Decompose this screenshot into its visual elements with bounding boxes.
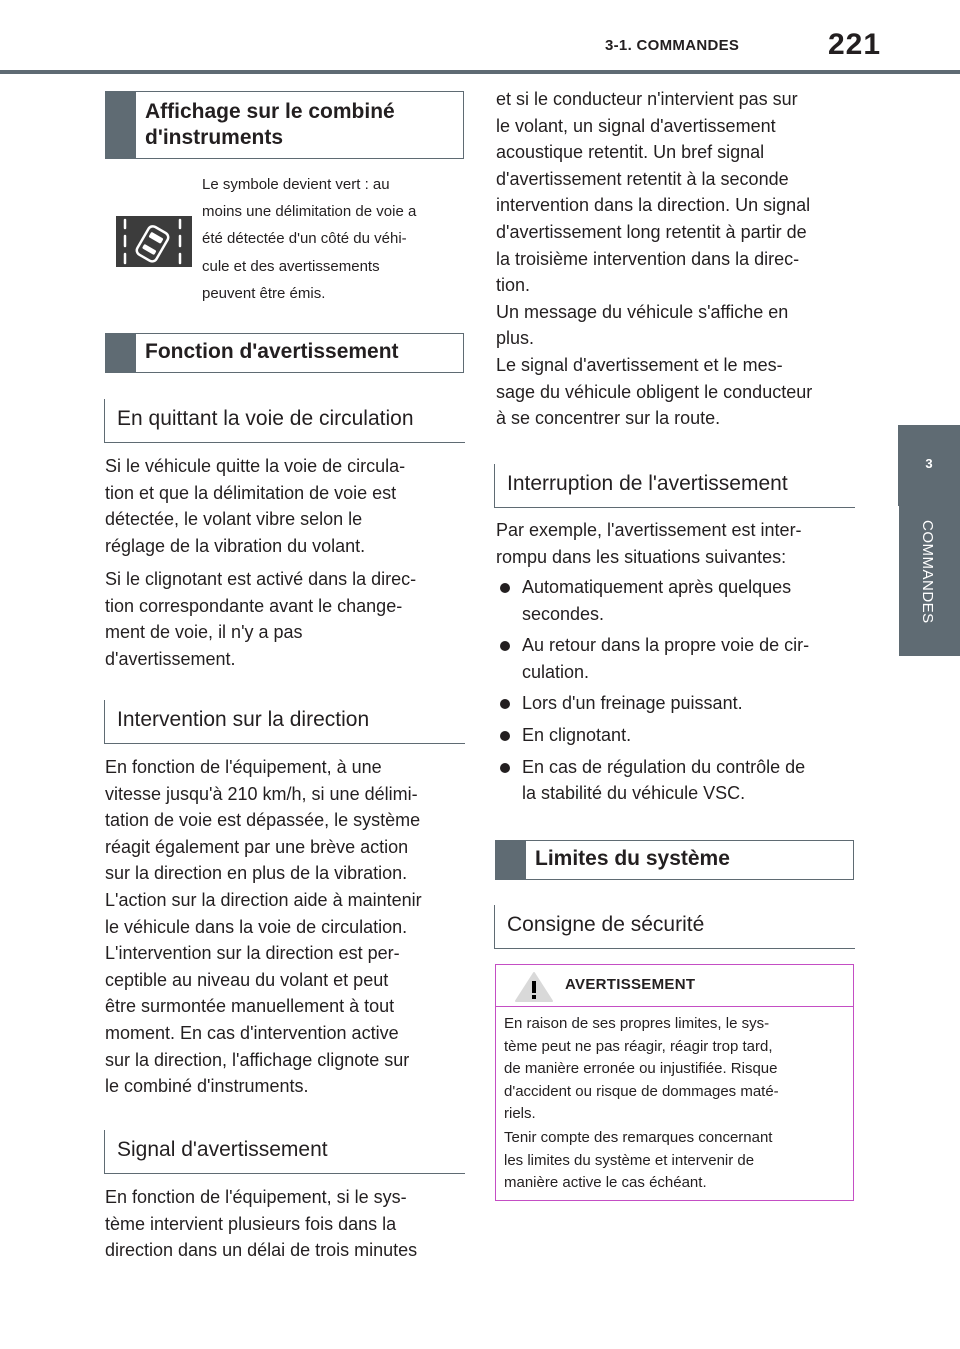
warning-paragraph-1: En raison de ses propres limites, le sys- tème peut ne pas réagir, réagir trop tard, de manière erronée ou injustifiée. Risque d'accident ou risque de dommages maté- riels.: [504, 1015, 779, 1122]
list-item: En clignotant.: [496, 722, 809, 749]
list-item: Au retour dans la propre voie de cir- culation.: [496, 632, 809, 685]
subheading-signal: Signal d'avertissement: [104, 1130, 465, 1174]
subheading-interruption: Interruption de l'avertissement: [494, 464, 855, 508]
chapter-label-tab[interactable]: [899, 506, 960, 656]
subheading-leaving-lane: En quittant la voie de circulation: [104, 399, 465, 443]
warning-box: [495, 964, 854, 1201]
heading-bar: [106, 334, 136, 372]
subheading-safety: Consigne de sécurité: [494, 905, 855, 949]
paragraph-interruption: Par exemple, l'avertissement est inter- rompu dans les situations suivantes:: [496, 520, 802, 567]
paragraph-signal: En fonction de l'équipement, si le sys- tème intervient plusieurs fois dans la direction dans un délai de trois minutes: [105, 1187, 418, 1261]
warning-title: AVERTISSEMENT: [565, 976, 696, 993]
paragraph-continued: et si le conducteur n'intervient pas sur le volant, un signal d'avertissement acoustique retentit. Un bref signal d'avertissement retentit à la seconde intervention dans la direction. Un signal d'avertissement long retentit à partir de la troisième intervention dans la direc- tion. Un message du véhicule s'affiche en plus. Le signal d'avertissement et le mes- sage du véhicule obligent le conducteur à se concentrer sur la route.: [496, 89, 813, 429]
bullet-icon: [500, 583, 510, 593]
paragraph-steering: En fonction de l'équipement, à une vitesse jusqu'à 210 km/h, si une délimi- tation de voie est dépassée, le système réagit également par une brève action sur la direction en plus de la vibration. L'action sur la direction aide à maintenir le véhicule dans la voie de circulation. L'intervention sur la direction est per- ceptible au niveau du volant et peut être surmontée manuellement à tout moment. En cas d'intervention active sur la direction, l'affichage clignote sur le combiné d'instruments.: [105, 757, 422, 1097]
header-divider: [0, 70, 960, 74]
interruption-list: [496, 574, 809, 812]
heading-function-text: Fonction d'avertissement: [145, 340, 399, 363]
chapter-label: COMMANDES: [919, 520, 936, 624]
subheading-steering: Intervention sur la direction: [104, 700, 465, 744]
bullet-icon: [500, 763, 510, 773]
heading-bar: [106, 92, 136, 158]
heading-display-text: Affichage sur le combiné d'instruments: [145, 100, 395, 149]
chapter-tab[interactable]: [898, 425, 960, 506]
list-item: Automatiquement après quelques secondes.: [496, 574, 809, 627]
list-item: En cas de régulation du contrôle de la stabilité du véhicule VSC.: [496, 754, 809, 807]
bullet-icon: [500, 731, 510, 741]
page-number: 221: [828, 28, 882, 61]
section-title: 3-1. COMMANDES: [605, 37, 740, 54]
warning-icon: [514, 971, 554, 1003]
chapter-number: 3: [925, 456, 933, 471]
paragraph-leaving-2: Si le clignotant est activé dans la direc- tion correspondante avant le change- ment de voie, il n'y a pas d'avertissement.: [105, 569, 417, 669]
bullet-icon: [500, 641, 510, 651]
heading-bar: [496, 841, 526, 879]
warning-paragraph-2: Tenir compte des remarques concernant les limites du système et intervenir de manière active le cas échéant.: [504, 1129, 773, 1191]
heading-limits-text: Limites du système: [535, 847, 730, 870]
list-item: Lors d'un freinage puissant.: [496, 690, 809, 717]
heading-display: [105, 91, 464, 159]
heading-limits: [495, 840, 854, 880]
paragraph-leaving-1: Si le véhicule quitte la voie de circula- tion et que la délimitation de voie est détectée, le volant vibre selon le réglage de la vibration du volant.: [105, 456, 406, 556]
heading-function: [105, 333, 464, 373]
warning-header: [496, 965, 853, 1007]
icon-description: Le symbole devient vert : au moins une délimitation de voie a été détectée d'un côté du véhi- cule et des avertissements peuvent être émis.: [202, 176, 417, 302]
lane-assist-icon: [116, 216, 192, 267]
bullet-icon: [500, 699, 510, 709]
